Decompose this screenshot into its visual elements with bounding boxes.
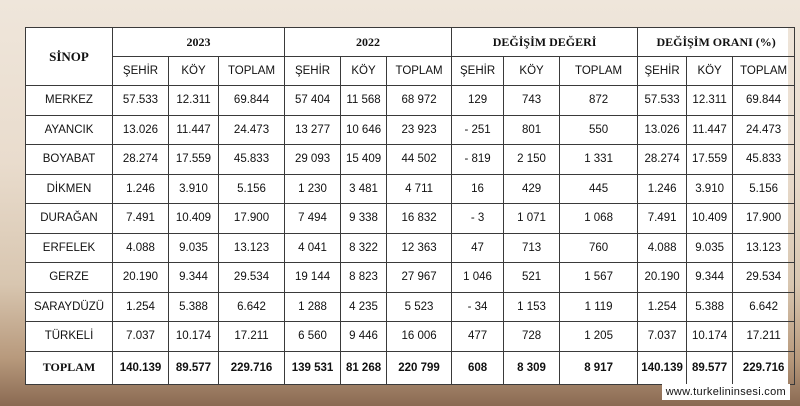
table-cell: 7.491	[113, 204, 169, 234]
district-name: AYANCIK	[26, 115, 113, 145]
col-koy: KÖY	[341, 57, 387, 86]
table-cell: 1 288	[285, 292, 341, 322]
table-cell: 1 153	[504, 292, 560, 322]
table-cell: 7 494	[285, 204, 341, 234]
table-cell: 89.577	[687, 351, 733, 385]
table-cell: 2 150	[504, 145, 560, 175]
district-name: MERKEZ	[26, 86, 113, 116]
table-cell: 12.311	[687, 86, 733, 116]
table-cell: 12.311	[169, 86, 219, 116]
col-sehir: ŞEHİR	[113, 57, 169, 86]
table-cell: 10.174	[687, 322, 733, 352]
table-cell: 140.139	[113, 351, 169, 385]
table-row	[26, 145, 795, 175]
table-cell: 47	[452, 233, 504, 263]
table-cell: 17.900	[219, 204, 285, 234]
table-cell: - 819	[452, 145, 504, 175]
table-cell: 6 560	[285, 322, 341, 352]
table-cell: 57 404	[285, 86, 341, 116]
table-cell: 13.123	[733, 233, 795, 263]
table-cell: 1 046	[452, 263, 504, 293]
col-toplam: TOPLAM	[560, 57, 638, 86]
table-cell: 1 071	[504, 204, 560, 234]
table-cell: 220 799	[387, 351, 452, 385]
table-cell: 7.037	[113, 322, 169, 352]
table-cell: 6.642	[733, 292, 795, 322]
table-cell: 521	[504, 263, 560, 293]
table-cell: 11.447	[169, 115, 219, 145]
data-table-panel	[25, 27, 788, 385]
table-cell: 5.388	[169, 292, 219, 322]
table-cell: 13 277	[285, 115, 341, 145]
group-2022: 2022	[285, 28, 452, 57]
site-watermark: www.turkelininsesi.com	[662, 384, 790, 400]
col-koy: KÖY	[687, 57, 733, 86]
table-row	[26, 86, 795, 116]
table-cell: - 251	[452, 115, 504, 145]
district-name: DURAĞAN	[26, 204, 113, 234]
col-toplam: TOPLAM	[733, 57, 795, 86]
table-cell: 9 446	[341, 322, 387, 352]
col-koy: KÖY	[169, 57, 219, 86]
table-cell: 1 567	[560, 263, 638, 293]
district-name: TÜRKELİ	[26, 322, 113, 352]
total-label: TOPLAM	[26, 351, 113, 385]
table-cell: 9.344	[169, 263, 219, 293]
table-row	[26, 174, 795, 204]
table-cell: 29.534	[219, 263, 285, 293]
table-cell: 129	[452, 86, 504, 116]
table-cell: 89.577	[169, 351, 219, 385]
table-cell: 3 481	[341, 174, 387, 204]
table-cell: 139 531	[285, 351, 341, 385]
table-cell: 4 041	[285, 233, 341, 263]
table-cell: 13.026	[638, 115, 687, 145]
table-cell: 23 923	[387, 115, 452, 145]
table-cell: 1 205	[560, 322, 638, 352]
table-cell: 19 144	[285, 263, 341, 293]
table-cell: 6.642	[219, 292, 285, 322]
table-row	[26, 292, 795, 322]
table-cell: 44 502	[387, 145, 452, 175]
table-cell: 17.900	[733, 204, 795, 234]
table-cell: 13.026	[113, 115, 169, 145]
table-cell: 7.037	[638, 322, 687, 352]
table-cell: 10.409	[687, 204, 733, 234]
col-toplam: TOPLAM	[387, 57, 452, 86]
table-cell: 15 409	[341, 145, 387, 175]
table-cell: 17.211	[733, 322, 795, 352]
table-cell: 801	[504, 115, 560, 145]
table-cell: 5.156	[219, 174, 285, 204]
table-cell: 608	[452, 351, 504, 385]
table-cell: 429	[504, 174, 560, 204]
group-change-value: DEĞİŞİM DEĞERİ	[452, 28, 638, 57]
table-cell: 728	[504, 322, 560, 352]
table-cell: 13.123	[219, 233, 285, 263]
table-cell: 229.716	[733, 351, 795, 385]
table-row	[26, 263, 795, 293]
subcolumn-header-row	[26, 57, 795, 86]
table-cell: 57.533	[113, 86, 169, 116]
table-cell: 29 093	[285, 145, 341, 175]
table-cell: 16 006	[387, 322, 452, 352]
district-name: BOYABAT	[26, 145, 113, 175]
table-cell: 57.533	[638, 86, 687, 116]
table-cell: 5.156	[733, 174, 795, 204]
table-cell: 10.174	[169, 322, 219, 352]
table-cell: 29.534	[733, 263, 795, 293]
table-cell: 4 711	[387, 174, 452, 204]
table-row	[26, 322, 795, 352]
district-name: ERFELEK	[26, 233, 113, 263]
table-cell: 3.910	[169, 174, 219, 204]
table-cell: 3.910	[687, 174, 733, 204]
table-body	[26, 86, 795, 385]
col-sehir: ŞEHİR	[452, 57, 504, 86]
table-cell: 4.088	[638, 233, 687, 263]
table-cell: 760	[560, 233, 638, 263]
table-cell: 12 363	[387, 233, 452, 263]
table-cell: 1.246	[638, 174, 687, 204]
table-cell: 11.447	[687, 115, 733, 145]
table-cell: 1 068	[560, 204, 638, 234]
table-cell: 1.254	[638, 292, 687, 322]
table-cell: 28.274	[638, 145, 687, 175]
table-cell: 1 331	[560, 145, 638, 175]
table-cell: 10.409	[169, 204, 219, 234]
table-cell: 743	[504, 86, 560, 116]
table-cell: 45.833	[733, 145, 795, 175]
table-cell: 17.559	[169, 145, 219, 175]
table-cell: 1 119	[560, 292, 638, 322]
table-cell: 4 235	[341, 292, 387, 322]
table-row	[26, 204, 795, 234]
table-cell: 16	[452, 174, 504, 204]
district-name: SARAYDÜZÜ	[26, 292, 113, 322]
table-cell: 68 972	[387, 86, 452, 116]
table-cell: 11 568	[341, 86, 387, 116]
table-cell: 8 823	[341, 263, 387, 293]
district-name: GERZE	[26, 263, 113, 293]
table-cell: 17.211	[219, 322, 285, 352]
corner-label: SİNOP	[26, 28, 113, 86]
table-row	[26, 233, 795, 263]
table-cell: - 34	[452, 292, 504, 322]
table-cell: 713	[504, 233, 560, 263]
table-cell: 8 322	[341, 233, 387, 263]
table-cell: 5.388	[687, 292, 733, 322]
table-cell: 17.559	[687, 145, 733, 175]
table-cell: 9 338	[341, 204, 387, 234]
table-cell: 16 832	[387, 204, 452, 234]
col-sehir: ŞEHİR	[285, 57, 341, 86]
table-cell: 229.716	[219, 351, 285, 385]
table-cell: 1 230	[285, 174, 341, 204]
table-cell: 9.344	[687, 263, 733, 293]
col-sehir: ŞEHİR	[638, 57, 687, 86]
table-cell: 140.139	[638, 351, 687, 385]
table-cell: 45.833	[219, 145, 285, 175]
table-cell: 477	[452, 322, 504, 352]
table-cell: 8 309	[504, 351, 560, 385]
table-cell: 1.254	[113, 292, 169, 322]
table-cell: 872	[560, 86, 638, 116]
table-cell: 4.088	[113, 233, 169, 263]
table-cell: 8 917	[560, 351, 638, 385]
table-cell: 28.274	[113, 145, 169, 175]
table-cell: 81 268	[341, 351, 387, 385]
table-row	[26, 115, 795, 145]
group-change-rate: DEĞİŞİM ORANI (%)	[638, 28, 795, 57]
table-cell: 20.190	[638, 263, 687, 293]
table-cell: - 3	[452, 204, 504, 234]
table-cell: 5 523	[387, 292, 452, 322]
col-toplam: TOPLAM	[219, 57, 285, 86]
table-cell: 7.491	[638, 204, 687, 234]
table-cell: 69.844	[219, 86, 285, 116]
table-cell: 24.473	[219, 115, 285, 145]
table-cell: 9.035	[687, 233, 733, 263]
table-cell: 24.473	[733, 115, 795, 145]
table-cell: 27 967	[387, 263, 452, 293]
table-cell: 69.844	[733, 86, 795, 116]
table-cell: 550	[560, 115, 638, 145]
col-koy: KÖY	[504, 57, 560, 86]
table-cell: 9.035	[169, 233, 219, 263]
table-cell: 10 646	[341, 115, 387, 145]
district-name: DİKMEN	[26, 174, 113, 204]
group-header-row	[26, 28, 795, 57]
table-cell: 1.246	[113, 174, 169, 204]
population-table	[25, 27, 795, 385]
group-2023: 2023	[113, 28, 285, 57]
table-cell: 20.190	[113, 263, 169, 293]
total-row	[26, 351, 795, 385]
table-cell: 445	[560, 174, 638, 204]
